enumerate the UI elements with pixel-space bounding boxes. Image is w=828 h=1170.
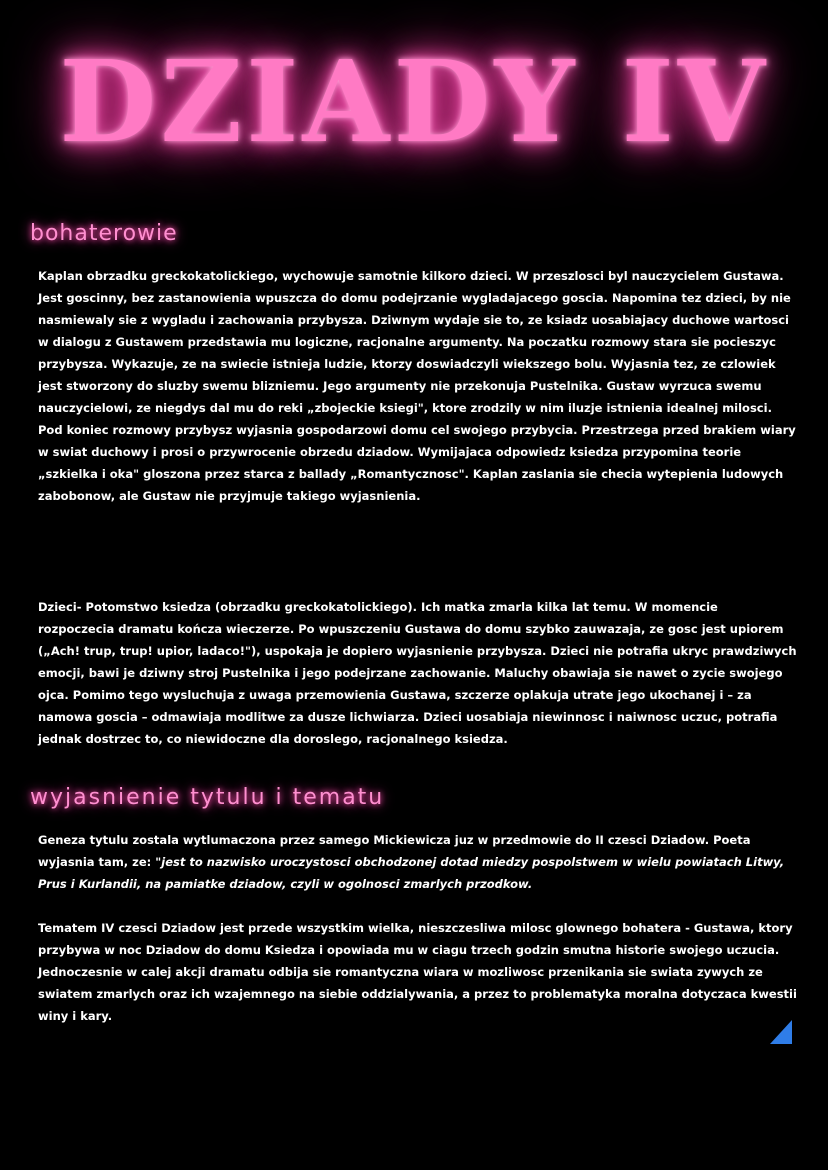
genesis-intro: Geneza tytulu zostala wytlumaczona przez samego Mickiewicza juz w przedmowie do II czesci Dziadow. Poeta wyjasnia tam, ze: — [38, 833, 751, 869]
genesis-quote: "jest to nazwisko uroczystosci obchodzonej dotad miedzy pospolstwem w wielu powiatach Litwy, Prus i Kurlandii, na pamiatke dziadow, czyli w ogolnosci zmarlych przodkow. — [38, 855, 785, 891]
page-title: DZIADY IV — [59, 37, 769, 168]
paragraph-genesis — [38, 829, 798, 895]
page-corner-triangle-icon — [770, 1020, 792, 1044]
section-heading-title-explanation: wyjasnienie tytulu i tematu — [30, 785, 385, 810]
paragraph-children: Dzieci- Potomstwo ksiedza (obrzadku greckokatolickiego). Ich matka zmarla kilka lat temu. W momencie rozpoczecia dramatu kończa wieczerze. Po wpuszczeniu Gustawa do domu szybko zauwazaja, ze gosc jest upiorem („Ach! trup, trup! upior, ladaco!"), uspokaja je dopiero wyjasnienie przybysza. Dzieci nie potrafia ukryc prawdziwych emocji, bawi je dziwny stroj Pustelnika i jego podejrzane zachowanie. Maluchy obawiaja sie nawet o zycie swojego ojca. Pomimo tego wysluchuja z uwaga przemowienia Gustawa, szczerze oplakuja utrate jego ukochanej i – za namowa goscia – odmawiaja modlitwe za dusze lichwiarza. Dzieci uosabiaja niewinnosc i naiwnosc uczuc, potrafia jednak dostrzec to, co niewidoczne dla doroslego, racjonalnego ksiedza. — [38, 600, 797, 746]
paragraph-theme: Tematem IV czesci Dziadow jest przede wszystkim wielka, nieszczesliwa milosc glownego bohatera - Gustawa, ktory przybywa w noc Dziadow do domu Ksiedza i opowiada mu w ciagu trzech godzin smutna historie swojego uczucia. Jednoczesnie w calej akcji dramatu odbija sie romantyczna wiara w mozliwosc przenikania sie swiata zywych ze swiatem zmarlych oraz ich wzajemnego na siebie oddzialywania, a przez to problematyka moralna dotyczaca kwestii winy i kary. — [38, 921, 797, 1023]
paragraph-priest: Kaplan obrzadku greckokatolickiego, wychowuje samotnie kilkoro dzieci. W przeszlosci byl nauczycielem Gustawa. Jest goscinny, bez zastanowienia wpuszcza do domu podejrzanie wygladajacego goscia. Napomina tez dzieci, by nie nasmiewaly sie z wygladu i zachowania przybysza. Dziwnym wydaje sie to, ze ksiadz uosabiajacy duchowe wartosci w dialogu z Gustawem przedstawia mu logiczne, racjonalne argumenty. Na poczatku rozmowy stara sie pocieszyc przybysza. Wykazuje, ze na swiecie istnieja ludzie, ktorzy doswiadczyli wiekszego bolu. Wyjasnia tez, ze czlowiek jest stworzony do sluzby swemu blizniemu. Jego argumenty nie przekonuja Pustelnika. Gustaw wyrzuca swemu nauczycielowi, ze niegdys dal mu do reki „zbojeckie ksiegi", ktore zrodzily w nim iluzje istnienia idealnej milosci. Pod koniec rozmowy przybysz wyjasnia gospodarzowi domu cel swojego przybycia. Przestrzega przed brakiem wiary w swiat duchowy i prosi o przywrocenie obrzedu dziadow. Wymijajaca odpowiedz ksiedza przypomina teorie „szkielka i oka" gloszona przez starca z ballady „Romantycznosc". Kaplan zaslania sie checia wytepienia ludowych zabobonow, ale Gustaw nie przyjmuje takiego wyjasnienia. — [38, 269, 796, 503]
section-heading-characters: bohaterowie — [30, 221, 178, 246]
